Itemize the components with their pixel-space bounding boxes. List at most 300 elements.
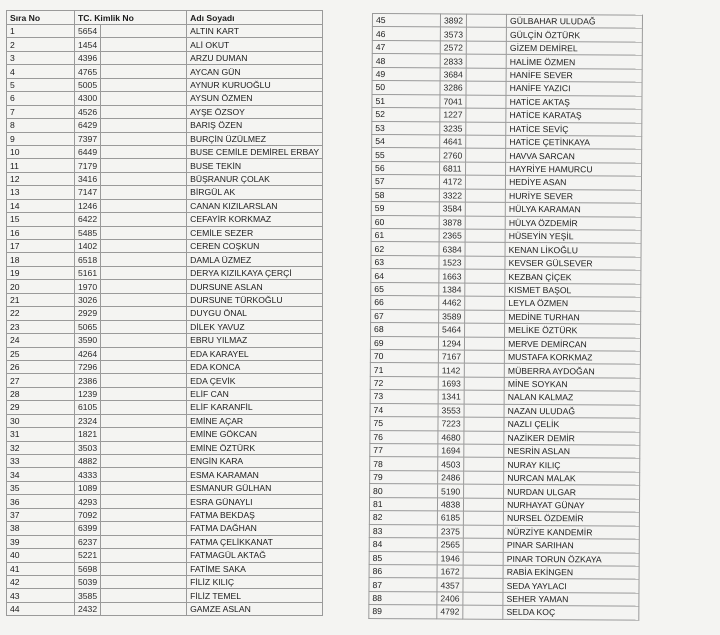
redacted-area bbox=[101, 455, 187, 468]
tc-number-partial: 1821 bbox=[75, 428, 101, 441]
row-number: 87 bbox=[369, 578, 437, 592]
tc-number-partial: 3026 bbox=[75, 293, 101, 306]
row-number: 9 bbox=[7, 132, 75, 145]
row-number: 83 bbox=[369, 524, 437, 538]
full-name: BUSE TEKİN bbox=[187, 159, 323, 172]
row-number: 33 bbox=[7, 455, 75, 468]
full-name: HANİFE YAZICI bbox=[506, 82, 642, 96]
tc-number-partial: 5485 bbox=[75, 226, 101, 239]
tc-number-partial: 7179 bbox=[75, 159, 101, 172]
redacted-area bbox=[101, 266, 187, 279]
full-name: HATİCE SEVİÇ bbox=[506, 122, 642, 136]
full-name: KISMET BAŞOL bbox=[505, 283, 641, 297]
full-name: EDA ÇEVİK bbox=[187, 374, 323, 387]
row-number: 72 bbox=[370, 376, 438, 390]
full-name: HALİME ÖZMEN bbox=[506, 55, 642, 69]
redacted-area bbox=[464, 417, 504, 431]
redacted-area bbox=[101, 199, 187, 212]
full-name: DİLEK YAVUZ bbox=[187, 320, 323, 333]
full-name: HAVVA SARCAN bbox=[506, 149, 642, 163]
table-row bbox=[7, 320, 323, 333]
table-row bbox=[7, 293, 323, 306]
row-number: 71 bbox=[370, 363, 438, 377]
full-name: CANAN KIZILARSLAN bbox=[187, 199, 323, 212]
full-name: NAZLI ÇELİK bbox=[504, 417, 640, 431]
table-row bbox=[7, 38, 323, 51]
redacted-area bbox=[101, 92, 187, 105]
row-number: 14 bbox=[7, 199, 75, 212]
redacted-area bbox=[466, 162, 506, 176]
redacted-area bbox=[101, 119, 187, 132]
tc-number-partial: 6399 bbox=[75, 522, 101, 535]
full-name: MEDİNE TURHAN bbox=[505, 310, 641, 324]
full-name: GİZEM DEMİREL bbox=[506, 41, 642, 55]
full-name: BARIŞ ÖZEN bbox=[187, 119, 323, 132]
table-row bbox=[7, 51, 323, 64]
redacted-area bbox=[466, 108, 506, 122]
redacted-area bbox=[101, 213, 187, 226]
full-name: FİLİZ KILIÇ bbox=[187, 575, 323, 588]
header-tc-kimlik-no: TC. Kimlik No bbox=[75, 11, 187, 25]
table-row bbox=[369, 605, 639, 620]
redacted-area bbox=[466, 41, 506, 55]
table-row bbox=[7, 360, 323, 373]
tc-number-partial: 4503 bbox=[438, 457, 464, 471]
tc-number-partial: 1523 bbox=[439, 256, 465, 270]
full-name: AYNUR KURUOĞLU bbox=[187, 78, 323, 91]
redacted-area bbox=[101, 401, 187, 414]
redacted-area bbox=[101, 186, 187, 199]
redacted-area bbox=[101, 535, 187, 548]
row-number: 63 bbox=[371, 255, 439, 269]
row-number: 7 bbox=[7, 105, 75, 118]
redacted-area bbox=[465, 202, 505, 216]
tc-number-partial: 1454 bbox=[75, 38, 101, 51]
row-number: 21 bbox=[7, 293, 75, 306]
redacted-area bbox=[464, 458, 504, 472]
tc-number-partial: 1672 bbox=[437, 565, 463, 579]
full-name: NÜRZİYE KANDEMİR bbox=[503, 525, 639, 539]
full-name: NESRİN ASLAN bbox=[504, 444, 640, 458]
redacted-area bbox=[465, 189, 505, 203]
full-name: AYŞE ÖZSOY bbox=[187, 105, 323, 118]
full-name: DURSUNE TÜRKOĞLU bbox=[187, 293, 323, 306]
row-number: 86 bbox=[369, 564, 437, 578]
table-row bbox=[7, 401, 323, 414]
row-number: 55 bbox=[372, 148, 440, 162]
full-name: LEYLA ÖZMEN bbox=[505, 297, 641, 311]
tc-number-partial: 7167 bbox=[438, 350, 464, 364]
tc-number-partial: 1239 bbox=[75, 387, 101, 400]
tc-number-partial: 2486 bbox=[438, 471, 464, 485]
redacted-area bbox=[101, 360, 187, 373]
row-number: 88 bbox=[369, 591, 437, 605]
full-name: FİLİZ TEMEL bbox=[187, 589, 323, 602]
row-number: 4 bbox=[7, 65, 75, 78]
table-row bbox=[7, 78, 323, 91]
row-number: 77 bbox=[370, 443, 438, 457]
row-number: 48 bbox=[372, 54, 440, 68]
full-name: NURCAN MALAK bbox=[504, 471, 640, 485]
redacted-area bbox=[465, 269, 505, 283]
full-name: NAZAN ULUDAĞ bbox=[504, 404, 640, 418]
tc-number-partial: 4792 bbox=[437, 605, 463, 619]
redacted-area bbox=[101, 495, 187, 508]
table-row bbox=[7, 481, 323, 494]
row-number: 31 bbox=[7, 428, 75, 441]
redacted-area bbox=[101, 428, 187, 441]
row-number: 84 bbox=[369, 538, 437, 552]
full-name: SELDA KOÇ bbox=[503, 606, 639, 620]
full-name: HÜLYA ÖZDEMİR bbox=[505, 216, 641, 230]
row-number: 15 bbox=[7, 213, 75, 226]
row-number: 19 bbox=[7, 266, 75, 279]
table-row bbox=[7, 589, 323, 602]
redacted-area bbox=[463, 538, 503, 552]
row-number: 56 bbox=[372, 161, 440, 175]
tc-number-partial: 1341 bbox=[438, 390, 464, 404]
redacted-area bbox=[465, 216, 505, 230]
redacted-area bbox=[464, 390, 504, 404]
row-number: 12 bbox=[7, 172, 75, 185]
redacted-area bbox=[464, 404, 504, 418]
table-row bbox=[7, 334, 323, 347]
row-number: 66 bbox=[371, 296, 439, 310]
full-name: FATMA BEKDAŞ bbox=[187, 508, 323, 521]
row-number: 49 bbox=[372, 67, 440, 81]
tc-number-partial: 4641 bbox=[440, 135, 466, 149]
row-number: 57 bbox=[371, 175, 439, 189]
full-name: MİNE SOYKAN bbox=[504, 377, 640, 391]
full-name: BUSE CEMİLE DEMİREL ERBAY bbox=[187, 145, 323, 158]
row-number: 43 bbox=[7, 589, 75, 602]
row-number: 74 bbox=[370, 403, 438, 417]
tc-number-partial: 6518 bbox=[75, 253, 101, 266]
table-row bbox=[7, 495, 323, 508]
row-number: 26 bbox=[7, 360, 75, 373]
table-row bbox=[7, 468, 323, 481]
row-number: 27 bbox=[7, 374, 75, 387]
redacted-area bbox=[101, 347, 187, 360]
tc-number-partial: 6185 bbox=[437, 511, 463, 525]
full-name: FATMA DAĞHAN bbox=[187, 522, 323, 535]
full-name: DERYA KIZILKAYA ÇERÇİ bbox=[187, 266, 323, 279]
tc-number-partial: 4882 bbox=[75, 455, 101, 468]
redacted-area bbox=[101, 145, 187, 158]
full-name: GÜLÇİN ÖZTÜRK bbox=[506, 28, 642, 42]
row-number: 60 bbox=[371, 215, 439, 229]
table-row bbox=[7, 575, 323, 588]
full-name: DURSUNE ASLAN bbox=[187, 280, 323, 293]
table-row bbox=[7, 105, 323, 118]
full-name: EDA KONCA bbox=[187, 360, 323, 373]
table-row bbox=[7, 253, 323, 266]
row-number: 32 bbox=[7, 441, 75, 454]
full-name: ESMANUR GÜLHAN bbox=[187, 481, 323, 494]
row-number: 22 bbox=[7, 307, 75, 320]
tc-number-partial: 3878 bbox=[439, 215, 465, 229]
redacted-area bbox=[101, 38, 187, 51]
tc-number-partial: 4838 bbox=[437, 498, 463, 512]
redacted-area bbox=[101, 105, 187, 118]
redacted-area bbox=[466, 122, 506, 136]
row-number: 3 bbox=[7, 51, 75, 64]
tc-number-partial: 1089 bbox=[75, 481, 101, 494]
row-number: 28 bbox=[7, 387, 75, 400]
row-number: 75 bbox=[370, 417, 438, 431]
row-number: 36 bbox=[7, 495, 75, 508]
tc-number-partial: 1946 bbox=[437, 551, 463, 565]
redacted-area bbox=[101, 549, 187, 562]
full-name: HATİCE KARATAŞ bbox=[506, 108, 642, 122]
table-row bbox=[7, 92, 323, 105]
tc-number-partial: 7397 bbox=[75, 132, 101, 145]
table-row bbox=[7, 522, 323, 535]
tc-number-partial: 3553 bbox=[438, 404, 464, 418]
full-name: GAMZE ASLAN bbox=[187, 602, 323, 615]
tc-number-partial: 3589 bbox=[439, 310, 465, 324]
redacted-area bbox=[464, 471, 504, 485]
table-row bbox=[7, 347, 323, 360]
table-row bbox=[7, 226, 323, 239]
table-row bbox=[7, 549, 323, 562]
tc-number-partial: 7092 bbox=[75, 508, 101, 521]
full-name: BÜŞRANUR ÇOLAK bbox=[187, 172, 323, 185]
row-number: 78 bbox=[370, 457, 438, 471]
row-number: 17 bbox=[7, 240, 75, 253]
redacted-area bbox=[101, 374, 187, 387]
redacted-area bbox=[101, 414, 187, 427]
row-number: 53 bbox=[372, 121, 440, 135]
full-name: PINAR SARIHAN bbox=[503, 538, 639, 552]
table-row bbox=[7, 240, 323, 253]
full-name: NURAY KILIÇ bbox=[504, 458, 640, 472]
tc-number-partial: 7147 bbox=[75, 186, 101, 199]
row-number: 69 bbox=[370, 336, 438, 350]
tc-number-partial: 4333 bbox=[75, 468, 101, 481]
tc-number-partial: 1970 bbox=[75, 280, 101, 293]
redacted-area bbox=[465, 283, 505, 297]
full-name: ENGİN KARA bbox=[187, 455, 323, 468]
participant-table-right bbox=[368, 13, 643, 620]
redacted-area bbox=[101, 226, 187, 239]
redacted-area bbox=[463, 578, 503, 592]
redacted-area bbox=[101, 334, 187, 347]
redacted-area bbox=[465, 296, 505, 310]
row-number: 37 bbox=[7, 508, 75, 521]
row-number: 23 bbox=[7, 320, 75, 333]
tc-number-partial: 1142 bbox=[438, 363, 464, 377]
row-number: 25 bbox=[7, 347, 75, 360]
tc-number-partial: 1663 bbox=[439, 269, 465, 283]
tc-number-partial: 1227 bbox=[440, 108, 466, 122]
table-row bbox=[7, 213, 323, 226]
tc-number-partial: 6384 bbox=[439, 242, 465, 256]
full-name: MÜBERRA AYDOĞAN bbox=[504, 364, 640, 378]
tc-number-partial: 3684 bbox=[440, 68, 466, 82]
table-row bbox=[7, 199, 323, 212]
full-name: FATMAGÜL AKTAĞ bbox=[187, 549, 323, 562]
redacted-area bbox=[101, 602, 187, 615]
tc-number-partial: 3416 bbox=[75, 172, 101, 185]
redacted-area bbox=[466, 68, 506, 82]
table-row bbox=[7, 145, 323, 158]
table-row bbox=[7, 65, 323, 78]
row-number: 73 bbox=[370, 390, 438, 404]
table-row bbox=[7, 119, 323, 132]
redacted-area bbox=[464, 444, 504, 458]
table-row bbox=[7, 602, 323, 615]
table-row bbox=[7, 387, 323, 400]
row-number: 62 bbox=[371, 242, 439, 256]
redacted-area bbox=[466, 175, 506, 189]
tc-number-partial: 1246 bbox=[75, 199, 101, 212]
tc-number-partial: 3585 bbox=[75, 589, 101, 602]
tc-number-partial: 2406 bbox=[437, 592, 463, 606]
row-number: 44 bbox=[7, 602, 75, 615]
full-name: DUYGU ÖNAL bbox=[187, 307, 323, 320]
row-number: 29 bbox=[7, 401, 75, 414]
redacted-area bbox=[101, 78, 187, 91]
row-number: 45 bbox=[372, 14, 440, 28]
tc-number-partial: 4462 bbox=[439, 296, 465, 310]
row-number: 30 bbox=[7, 414, 75, 427]
tc-number-partial: 6105 bbox=[75, 401, 101, 414]
table-row bbox=[7, 159, 323, 172]
full-name: MERVE DEMİRCAN bbox=[505, 337, 641, 351]
row-number: 54 bbox=[372, 134, 440, 148]
redacted-area bbox=[101, 387, 187, 400]
full-name: HANİFE SEVER bbox=[506, 68, 642, 82]
table-row bbox=[7, 414, 323, 427]
full-name: NAZİKER DEMİR bbox=[504, 431, 640, 445]
tc-number-partial: 7223 bbox=[438, 417, 464, 431]
redacted-area bbox=[463, 592, 503, 606]
full-name: HURİYE SEVER bbox=[505, 189, 641, 203]
redacted-area bbox=[464, 350, 504, 364]
table-row bbox=[7, 132, 323, 145]
redacted-area bbox=[101, 481, 187, 494]
row-number: 70 bbox=[370, 349, 438, 363]
tc-number-partial: 6422 bbox=[75, 213, 101, 226]
full-name: SEHER YAMAN bbox=[503, 592, 639, 606]
tc-number-partial: 5065 bbox=[75, 320, 101, 333]
header-sira-no: Sıra No bbox=[7, 11, 75, 25]
table-row bbox=[7, 562, 323, 575]
tc-number-partial: 2572 bbox=[440, 41, 466, 55]
full-name: HEDİYE ASAN bbox=[506, 176, 642, 190]
redacted-area bbox=[101, 253, 187, 266]
tc-number-partial: 7041 bbox=[440, 95, 466, 109]
tc-number-partial: 5464 bbox=[439, 323, 465, 337]
row-number: 59 bbox=[371, 202, 439, 216]
tc-number-partial: 2760 bbox=[440, 148, 466, 162]
table-row bbox=[7, 535, 323, 548]
tc-number-partial: 1694 bbox=[438, 444, 464, 458]
full-name: CEREN COŞKUN bbox=[187, 240, 323, 253]
row-number: 64 bbox=[371, 269, 439, 283]
row-number: 41 bbox=[7, 562, 75, 575]
table-header-row bbox=[7, 11, 323, 25]
full-name: BURÇİN ÜZÜLMEZ bbox=[187, 132, 323, 145]
table-row bbox=[7, 441, 323, 454]
row-number: 76 bbox=[370, 430, 438, 444]
full-name: CEFAYİR KORKMAZ bbox=[187, 213, 323, 226]
full-name: HATİCE AKTAŞ bbox=[506, 95, 642, 109]
full-name: KENAN LİKOĞLU bbox=[505, 243, 641, 257]
redacted-area bbox=[466, 81, 506, 95]
full-name: KEZBAN ÇİÇEK bbox=[505, 270, 641, 284]
row-number: 39 bbox=[7, 535, 75, 548]
table-row bbox=[7, 428, 323, 441]
full-name: DAMLA ÜZMEZ bbox=[187, 253, 323, 266]
redacted-area bbox=[465, 243, 505, 257]
redacted-area bbox=[466, 135, 506, 149]
row-number: 5 bbox=[7, 78, 75, 91]
full-name: EMİNE GÖKCAN bbox=[187, 428, 323, 441]
redacted-area bbox=[101, 589, 187, 602]
redacted-area bbox=[466, 28, 506, 42]
row-number: 1 bbox=[7, 25, 75, 38]
row-number: 8 bbox=[7, 119, 75, 132]
tc-number-partial: 3573 bbox=[440, 27, 466, 41]
tc-number-partial: 5005 bbox=[75, 78, 101, 91]
tc-number-partial: 2432 bbox=[75, 602, 101, 615]
table-row bbox=[7, 307, 323, 320]
row-number: 85 bbox=[369, 551, 437, 565]
full-name: ELİF CAN bbox=[187, 387, 323, 400]
redacted-area bbox=[463, 552, 503, 566]
redacted-area bbox=[101, 172, 187, 185]
full-name: HAYRİYE HAMURCU bbox=[506, 162, 642, 176]
participant-table-left bbox=[6, 10, 323, 616]
tc-number-partial: 5221 bbox=[75, 549, 101, 562]
tc-number-partial: 2324 bbox=[75, 414, 101, 427]
redacted-area bbox=[463, 605, 503, 619]
tc-number-partial: 2833 bbox=[440, 54, 466, 68]
redacted-area bbox=[101, 508, 187, 521]
table-row bbox=[7, 455, 323, 468]
row-number: 24 bbox=[7, 334, 75, 347]
tc-number-partial: 4396 bbox=[75, 51, 101, 64]
redacted-area bbox=[463, 525, 503, 539]
redacted-area bbox=[467, 14, 507, 28]
row-number: 40 bbox=[7, 549, 75, 562]
row-number: 6 bbox=[7, 92, 75, 105]
full-name: HÜLYA KARAMAN bbox=[505, 202, 641, 216]
tc-number-partial: 6429 bbox=[75, 119, 101, 132]
redacted-area bbox=[101, 293, 187, 306]
row-number: 16 bbox=[7, 226, 75, 239]
row-number: 61 bbox=[371, 228, 439, 242]
full-name: NALAN KALMAZ bbox=[504, 391, 640, 405]
redacted-area bbox=[463, 565, 503, 579]
tc-number-partial: 3503 bbox=[75, 441, 101, 454]
tc-number-partial: 6811 bbox=[440, 162, 466, 176]
redacted-area bbox=[101, 468, 187, 481]
full-name: ARZU DUMAN bbox=[187, 51, 323, 64]
full-name: BİRGÜL AK bbox=[187, 186, 323, 199]
row-number: 35 bbox=[7, 481, 75, 494]
redacted-area bbox=[464, 377, 504, 391]
tc-number-partial: 1693 bbox=[438, 377, 464, 391]
redacted-area bbox=[465, 310, 505, 324]
full-name: KEVSER GÜLSEVER bbox=[505, 256, 641, 270]
table-row bbox=[7, 172, 323, 185]
tc-number-partial: 5039 bbox=[75, 575, 101, 588]
row-number: 51 bbox=[372, 94, 440, 108]
header-adi-soyadi: Adı Soyadı bbox=[187, 11, 323, 25]
